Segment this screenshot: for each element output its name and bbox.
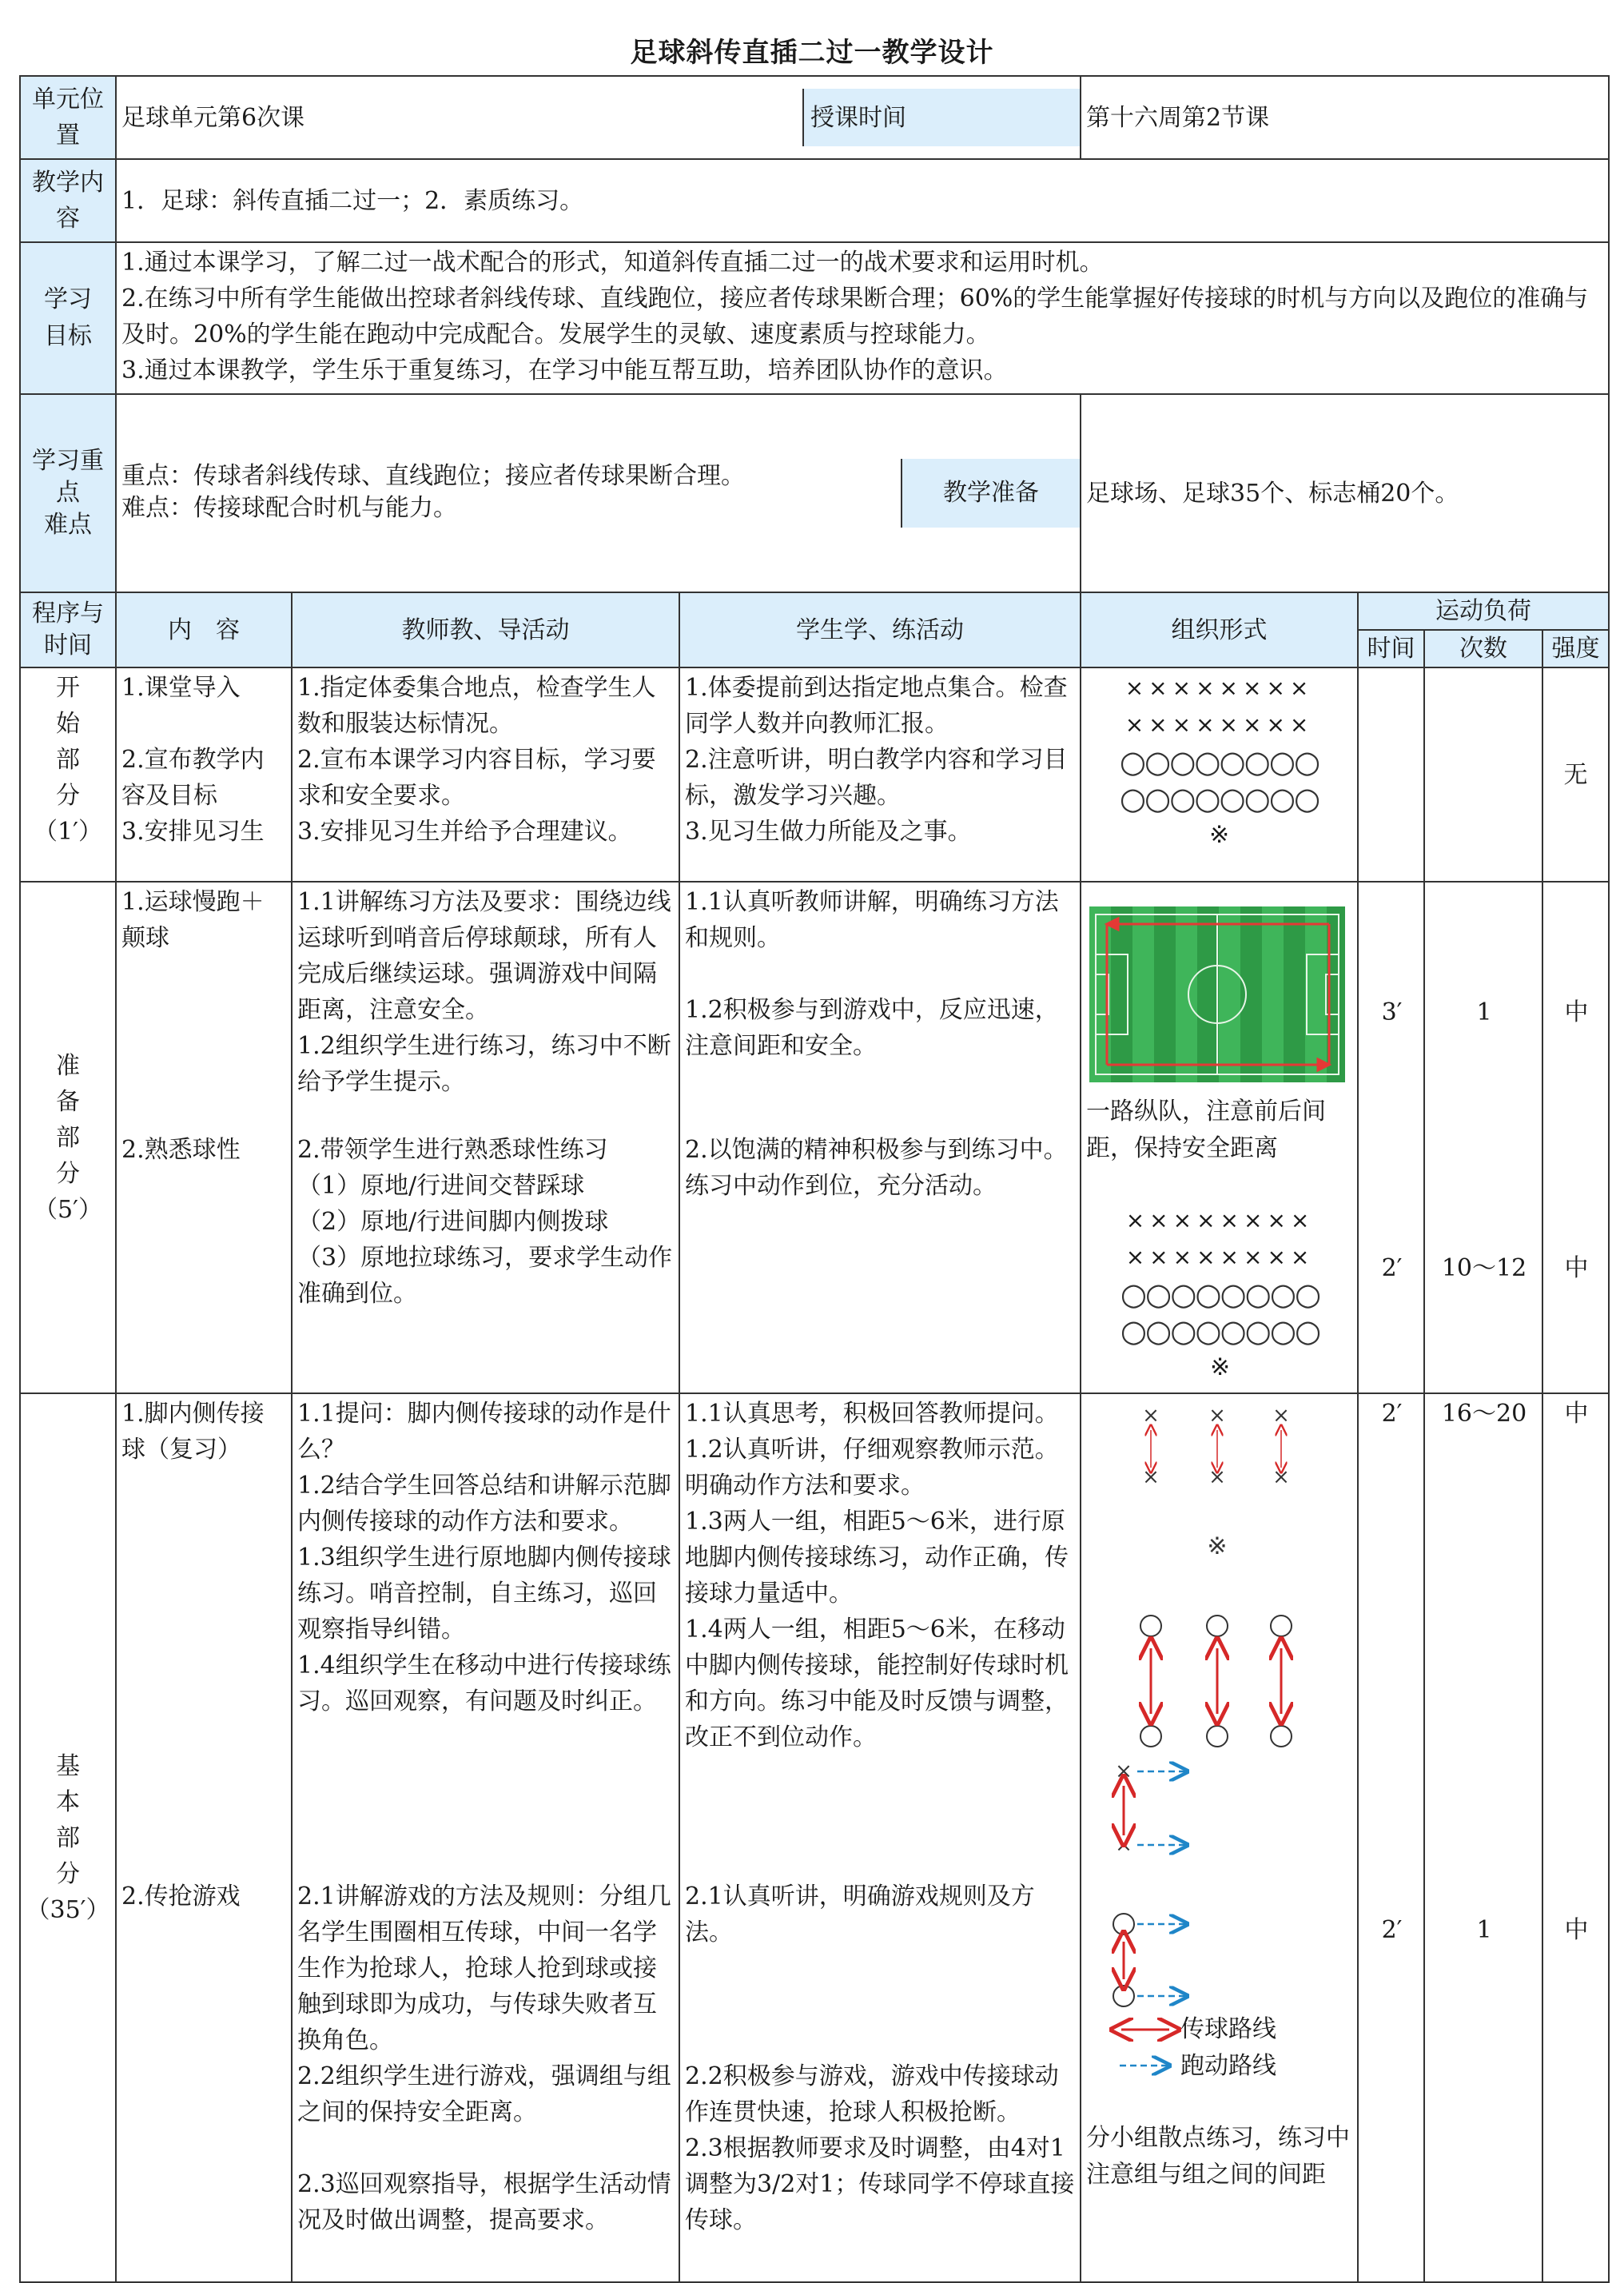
time-label: 授课时间 xyxy=(804,89,1080,146)
svg-text:×: × xyxy=(1208,1465,1226,1489)
run-arrows xyxy=(1137,1771,1185,1996)
basic-teacher-1: 1.1提问：脚内侧传接球的动作是什么？ 1.2结合学生回答总结和讲解示范脚内侧传接球的动作方法和要求。 1.3组织学生进行原地脚内侧传接球练习。哨音控制，自主练习，巡回观察指导纠错。 1.4组织学生在移动中进行传接球练习。巡回观察，有问题及时纠正。 xyxy=(297,1400,671,1715)
prep-value: 足球场、足球35个、标志桶20个。 xyxy=(1081,394,1609,592)
start-content: 1.课堂导入 2.宣布教学内容及目标 3.安排见习生 xyxy=(116,667,292,882)
basic-content-1: 1.脚内侧传接球（复习） xyxy=(121,1400,265,1464)
prep-count-1: 1 xyxy=(1476,998,1492,1026)
teacher-mark: ※ xyxy=(1208,821,1230,849)
basic-org-note: 分小组散点练习，练习中注意组与组之间的间距 xyxy=(1086,2124,1351,2189)
pass-arrows xyxy=(1151,1648,1281,1714)
svg-text:×: × xyxy=(1272,1404,1290,1428)
content-label: 教学内容 xyxy=(20,159,116,242)
student-row-o: ○○○○○○○○ xyxy=(1120,1277,1320,1312)
svg-text:×: × xyxy=(1142,1465,1160,1489)
legend-run-label: 跑动路线 xyxy=(1180,2052,1277,2080)
header-row xyxy=(20,592,1609,630)
prep-teacher-2: 2.带领学生进行熟悉球性练习 （1）原地/行进间交替踩球 （2）原地/行进间脚内侧拨球 （3）原地拉球练习，要求学生动作准确到位。 xyxy=(297,1136,673,1308)
basic-int-1: 中 xyxy=(1564,1400,1589,1428)
unit-row xyxy=(20,76,1609,159)
prep-int-2: 中 xyxy=(1564,1254,1589,1282)
basic-org xyxy=(1081,1393,1358,2282)
prep-org-note: 一路纵队，注意前后间距，保持安全距离 xyxy=(1086,1098,1327,1162)
prep-int-1: 中 xyxy=(1564,998,1589,1026)
student-row-x: ×××××××× xyxy=(1125,1244,1315,1270)
x-player-moving: × xyxy=(1115,1833,1132,1857)
lesson-plan-table xyxy=(19,75,1610,2283)
header-student: 学生学、练活动 xyxy=(679,592,1081,667)
start-label: 开 始 部 分 （1′） xyxy=(20,667,116,882)
teacher-mark: ※ xyxy=(1209,1353,1231,1381)
unit-label: 单元位置 xyxy=(20,76,116,159)
svg-text:×: × xyxy=(1208,1404,1226,1428)
basic-label-cell: 基 本 部 分 （35′） xyxy=(20,1393,116,2282)
prep-time-2: 2′ xyxy=(1381,1254,1403,1282)
start-section-row xyxy=(20,667,1609,882)
header-content: 内 容 xyxy=(116,592,292,667)
content-value: 1．足球：斜传直插二过一；2．素质练习。 xyxy=(116,159,1609,242)
goals-text: 1.通过本课学习，了解二过一战术配合的形式，知道斜传直插二过一的战术要求和运用时机。 2.在练习中所有学生能做出控球者斜线传球、直线跑位，接应者传球果断合理；60%的学生能掌握好传接球的时机与方向以及跑位的准确与及时。20%的学生能在跑动中完成配合。发展学生的灵敏、速度素质与控球能力。 3.通过本课教学，学生乐于重复练习，在学习中能互帮互助，培养团队协作的意识。 xyxy=(116,242,1609,394)
header-count: 次数 xyxy=(1424,630,1542,667)
student-row-o: ○○○○○○○○ xyxy=(1119,744,1320,779)
focus-row xyxy=(20,394,1609,592)
prep-student-2: 2.以饱满的精神积极参与到练习中。练习中动作到位，充分活动。 xyxy=(685,1136,1068,1200)
header-teacher: 教师教、导活动 xyxy=(292,592,679,667)
student-row-x: ×××××××× xyxy=(1124,711,1314,738)
x-player-moving: × xyxy=(1115,1759,1132,1783)
teacher-mark: ※ xyxy=(1207,1532,1228,1560)
header-time: 时间 xyxy=(1358,630,1424,667)
basic-count-2: 1 xyxy=(1476,1916,1492,1944)
svg-text:×: × xyxy=(1142,1404,1160,1428)
o-player-moving xyxy=(1113,1986,1134,2006)
basic-count-1: 16～20 xyxy=(1441,1400,1527,1428)
focus-text: 重点：传球者斜线传球、直线跑位；接应者传球果断合理。 难点：传接球配合时机与能力。 xyxy=(121,462,745,522)
thin-pass-arrows xyxy=(1151,1430,1281,1468)
start-intensity: 无 xyxy=(1542,667,1609,882)
prep-content-1: 1.运球慢跑＋颠球 xyxy=(121,888,265,952)
prep-label-cell: 准 备 部 分 （5′） xyxy=(20,882,116,1393)
header-org: 组织形式 xyxy=(1081,592,1358,667)
student-row-o: ○○○○○○○○ xyxy=(1120,1313,1320,1349)
content-row xyxy=(20,159,1609,242)
o-player-moving xyxy=(1113,1914,1134,1934)
focus-label: 学习重点 难点 xyxy=(20,394,116,592)
header-intensity: 强度 xyxy=(1542,630,1609,667)
prep-count-2: 10～12 xyxy=(1441,1254,1527,1282)
prep-teacher-1: 1.1讲解练习方法及要求：围绕边线运球听到哨音后停球颠球，所有人完成后继续运球。强调游戏中间隔距离，注意安全。 1.2组织学生进行练习，练习中不断给予学生提示。 xyxy=(297,888,671,1096)
prep-content-2: 2.熟悉球性 xyxy=(121,1136,241,1164)
passing-drill-diagram xyxy=(1081,1394,1358,2114)
soccer-field-diagram xyxy=(1089,906,1345,1082)
basic-student-1: 1.1认真思考，积极回答教师提问。 1.2认真听讲，仔细观察教师示范。明确动作方法和要求。 1.3两人一组，相距5～6米，进行原地脚内侧传接球练习，动作正确，传接球力量适中。 1.4两人一组，相距5～6米，在移动中脚内侧传接球，能控制好传球时机和方向。练习中能及时反馈与调整，改正不到位动作。 xyxy=(685,1400,1069,1751)
goals-row xyxy=(20,242,1609,394)
student-row-x: ×××××××× xyxy=(1124,675,1314,701)
basic-content-2: 2.传抢游戏 xyxy=(121,1883,241,1910)
header-proc: 程序与 时间 xyxy=(20,592,116,667)
student-row-o: ○○○○○○○○ xyxy=(1119,781,1320,816)
document-title: 足球斜传直插二过一教学设计 xyxy=(630,37,994,69)
prep-label: 教学准备 xyxy=(901,459,1080,528)
prep-org xyxy=(1081,882,1358,1393)
unit-value: 足球单元第6次课 xyxy=(117,89,804,146)
basic-time-2: 2′ xyxy=(1381,1916,1403,1944)
goals-label: 学习 目标 xyxy=(20,242,116,394)
prep-section-row xyxy=(20,882,1609,1393)
start-teacher: 1.指定体委集合地点，检查学生人数和服装达标情况。 2.宣布本课学习内容目标，学习要求和安全要求。 3.安排见习生并给予合理建议。 xyxy=(292,667,679,882)
basic-section-row xyxy=(20,1393,1609,2282)
x-players-top xyxy=(1142,1404,1290,1489)
start-student: 1.体委提前到达指定地点集合。检查同学人数并向教师汇报。 2.注意听讲，明白教学内容和学习目标，激发学习兴趣。 3.见习生做力所能及之事。 xyxy=(679,667,1081,882)
time-value: 第十六周第2节课 xyxy=(1081,76,1609,159)
prep-student-1: 1.1认真听教师讲解，明确练习方法和规则。 1.2积极参与到游戏中，反应迅速，注意间距和安全。 xyxy=(685,888,1059,1060)
svg-text:×: × xyxy=(1272,1465,1290,1489)
basic-int-2: 中 xyxy=(1564,1916,1589,1944)
student-row-x: ×××××××× xyxy=(1125,1207,1315,1233)
prep-time-1: 3′ xyxy=(1381,998,1403,1026)
header-load: 运动负荷 xyxy=(1358,592,1609,630)
basic-time-1: 2′ xyxy=(1381,1400,1403,1428)
legend-pass-label: 传球路线 xyxy=(1180,2015,1277,2043)
basic-teacher-2: 2.1讲解游戏的方法及规则：分组几名学生围圈相互传球，中间一名学生作为抢球人，抢球人抢到球或接触到球即为成功，与传球失败者互换角色。 2.2组织学生进行游戏，强调组与组之间的保持安全距离。 2.3巡回观察指导，根据学生活动情况及时做出调整，提高要求。 xyxy=(297,1883,671,2234)
start-org xyxy=(1081,667,1358,882)
basic-student-2: 2.1认真听讲，明确游戏规则及方法。 2.2积极参与游戏，游戏中传接球动作连贯快速，抢球人积极抢断。 2.3根据教师要求及时调整，由4对1调整为3/2对1；传球同学不停球直接传球。 xyxy=(685,1883,1075,2234)
